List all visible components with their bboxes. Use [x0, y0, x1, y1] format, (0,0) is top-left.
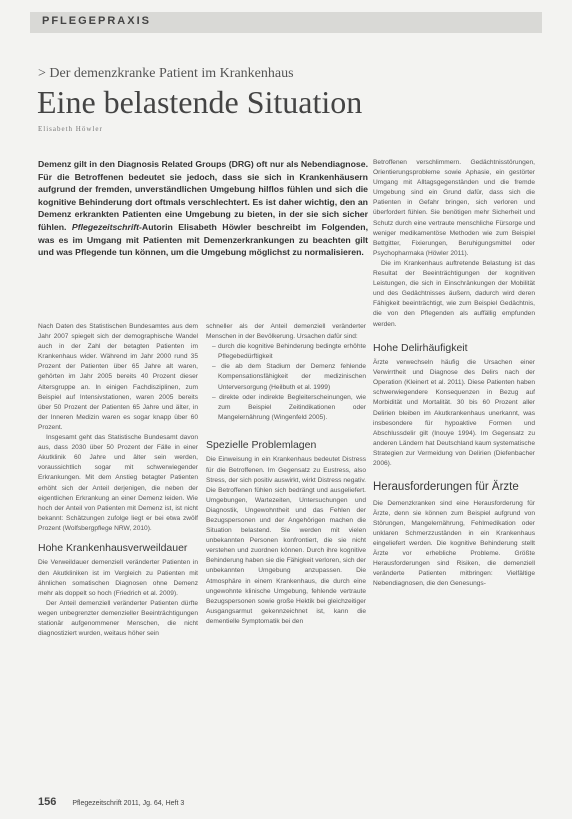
- article-title: Eine belastende Situation: [37, 84, 363, 120]
- col1-paragraph: Insgesamt geht das Statistische Bundesamt davon aus, dass 2030 über 50 Prozent der Fälle in einer Akutklinik 60 Jahre und älter sein werden, voraussichtlich sogar mit schwerwiegender Erkrankungen. Mit dem Anstieg betagter Patienten erhöht sich der Anteil derjenigen, die neben der eigentlichen Erkrankung an einer Demenz leiden. Wie hoch der Anteil von Patienten mit Demenz ist, ist nicht bekannt: Schätzungen zufolge liegt er bei etwa zwölf Prozent (Wolfsbergpflege NRW, 2010).: [38, 434, 198, 532]
- article-kicker: > Der demenzkranke Patient im Krankenhaus: [38, 66, 294, 81]
- list-item: – die ab dem Stadium der Demenz fehlende Kompensationsfähigkeit der medizinischen Unterversorgung (Heilbuth et al. 1999): [212, 362, 366, 392]
- col2-paragraph: schneller als der Anteil demenziell veränderter Menschen in der Bevölkerung. Ursachen dafür sind:: [206, 323, 366, 341]
- col1-paragraph: Die Verweildauer demenziell veränderter Patienten in den Akutkliniken ist im Vergleich zu Patienten mit ähnlichen somatischen Diagnosen ohne Demenz mehr als doppelt so hoch (Friedrich et al. 2009).: [38, 559, 198, 597]
- footer-citation: Pflegezeitschrift 2011, Jg. 64, Heft 3: [72, 800, 185, 807]
- col3-paragraph: Die im Krankenhaus auftretende Belastung ist das Resultat der Beeinträchtigungen der kognitiven Leistungen, die sich in Einschränkungen der Mobilität und des Gedächtnisses äußern, dadurch wird deren Fähigkeit beeinträchtigt, wie zum Beispiel Gedächtnis, die von den Pflegenden als auffällig empfunden werden.: [373, 259, 535, 328]
- col1-paragraph: Nach Daten des Statistischen Bundesamtes aus dem Jahr 2007 spiegelt sich der demographische Wandel auch in der Zahl der betagten Patienten im Krankenhaus wider. Während im Jahr 2000 rund 35 Prozent der Patienten über 65 Jahre alt waren, gehörten im Jahr 2005 bereits 40 Prozent dieser Altersgruppe an. In einigen Fachdisziplinen, zum Beispiel auf Intensivstationen, waren 2005 bereits über 50 Prozent der Patienten 65 Jahre und älter, in der Inneren Medizin waren es sogar knapp über 60 Prozent.: [38, 323, 198, 431]
- list-item: – direkte oder indirekte Begleiterscheinungen, wie zum Beispiel Zeitindikationen oder Mangelernährung (Wingenfeld 2005).: [212, 393, 366, 423]
- col2-paragraph: Die Einweisung in ein Krankenhaus bedeutet Distress für die Betroffenen. Im Gegensatz zu Eustress, also Stress, der sich positiv auswirkt, wirkt Distress negativ. Die Betroffenen fühlen sich bedrängt und ausgeliefert. Umgebungen, Wartezeiten, Untersuchungen und Diagnostik, Ungewohntheit und das Fehlen der Bezugspersonen und der Angehörigen machen die Situation belastend. Sie werden mit vielen unbekannten Personen konfrontiert, die sie nicht verstehen und zuordnen können. Durch ihre kognitive Behinderung haben sie die Fähigkeit verloren, sich der unbekannten Umgebung anzupassen. Die Atmosphäre in einem Krankenhaus, die durch eine ungewohnte klinische Umgebung, fehlende vertraute Bezugspersonen sowie große Hektik bei gleichzeitiger Ausgangsarmut gekennzeichnet ist, kann die dementielle Symptomatik bei den: [206, 456, 366, 625]
- section-label: PFLEGEPRAXIS: [42, 15, 151, 27]
- col2-heading: Spezielle Problemlagen: [206, 438, 317, 451]
- column-3: [373, 158, 535, 589]
- column-1: [38, 322, 198, 639]
- section-band: [30, 12, 542, 33]
- col1-heading: Hohe Krankenhausverweildauer: [38, 541, 188, 554]
- col3-heading: Hohe Delirhäufigkeit: [373, 341, 468, 354]
- page-number: 156: [38, 796, 57, 808]
- list-item: – durch die kognitive Behinderung bedingte erhöhte Pflegebedürftigkeit: [212, 342, 366, 362]
- lead-text: Demenz gilt in den Diagnosis Related Groups (DRG) oft nur als Nebendiagnose. Für die Betroffenen bedeutet sie jedoch, dass sie sich in Krankenhäusern aufgrund der fremden, unverständlichen Umgebung hilflos fühlen und sich die kognitive Behinderung dort oftmals verschlechtert. Es ist daher wichtig, den an Demenz erkrankten Patienten eine Umgebung zu bieten, in der sie sich sicher fühlen.: [38, 159, 368, 232]
- column-2: [206, 322, 366, 627]
- article-author: Elisabeth Höwler: [38, 125, 103, 133]
- col3-heading: Herausforderungen für Ärzte: [373, 481, 519, 494]
- page-footer: [38, 796, 184, 808]
- col2-list: [206, 342, 366, 423]
- col3-paragraph: Betroffenen verschlimmern. Gedächtnisstörungen, Orientierungsprobleme sowie Aphasie, ein gestörter Umgang mit Alltagsgegenständen und die fremde Umgebung sind ein Grund dafür, dass sich die Patienten in Gefahr bringen, sich verloren und überfordert fühlen. Sie benötigen mehr Sicherheit und Schutz durch eine vertraute menschliche Fürsorge und weniger medikamentöse Methoden wie zum Beispiel Bettgitter, Fixierungen, Beruhigungsmittel oder Psychopharmaka (Höwler 2011).: [373, 159, 535, 257]
- col1-paragraph: Der Anteil demenziell veränderter Patienten dürfte wegen unbegrenzter demenzieller Beeinträchtigungen stationär aufgenommener Menschen, die nicht diagnostiziert wurden, weitaus höher sein: [38, 599, 198, 638]
- lead-tail: -Autorin Elisabeth Höwler beschreibt im Folgenden, was es im Umgang mit Patienten mit Demenzerkrankungen zu beachten gilt und was Pflegende tun können, um die Umgebung möglichst zu normalisieren.: [38, 221, 368, 258]
- col3-paragraph: Ärzte verwechseln häufig die Ursachen einer Verwirrtheit und Diagnose des Delirs nach der Operation (Kleinert et al. 2011). Diese Patienten haben schwerwiegendere Konsequenzen in Bezug auf Morbidität und Mortalität. 30 bis 60 Prozent aller Delirien bleiben im Akutkrankenhaus unerkannt, was insbesondere für hypoaktive Formen und Abschlussdelir gilt (Inouye 1994). Im Gegensatz zu anderen Ländern hat Deutschland kaum systematische Strategien zur Vermeidung von Delirien (Diefenbacher 2006).: [373, 359, 535, 468]
- col3-paragraph: Die Demenzkranken sind eine Herausforderung für Ärzte, denn sie können zum Beispiel aufgrund von Störungen, Mangelernährung, Fehlmedikation oder unklaren Schmerzzuständen in ein Krankenhaus eingeliefert werden. Die kognitive Behinderung stellt Ärzte vor erhebliche Probleme. Größte Herausforderungen sind Risiken, die demenziell veränderte Patienten mitbringen: Vielfältige Nebendiagnosen, die den Genesungs-: [373, 499, 535, 588]
- article-lead: [38, 158, 368, 259]
- lead-source: Pflegezeitschrift: [71, 221, 140, 232]
